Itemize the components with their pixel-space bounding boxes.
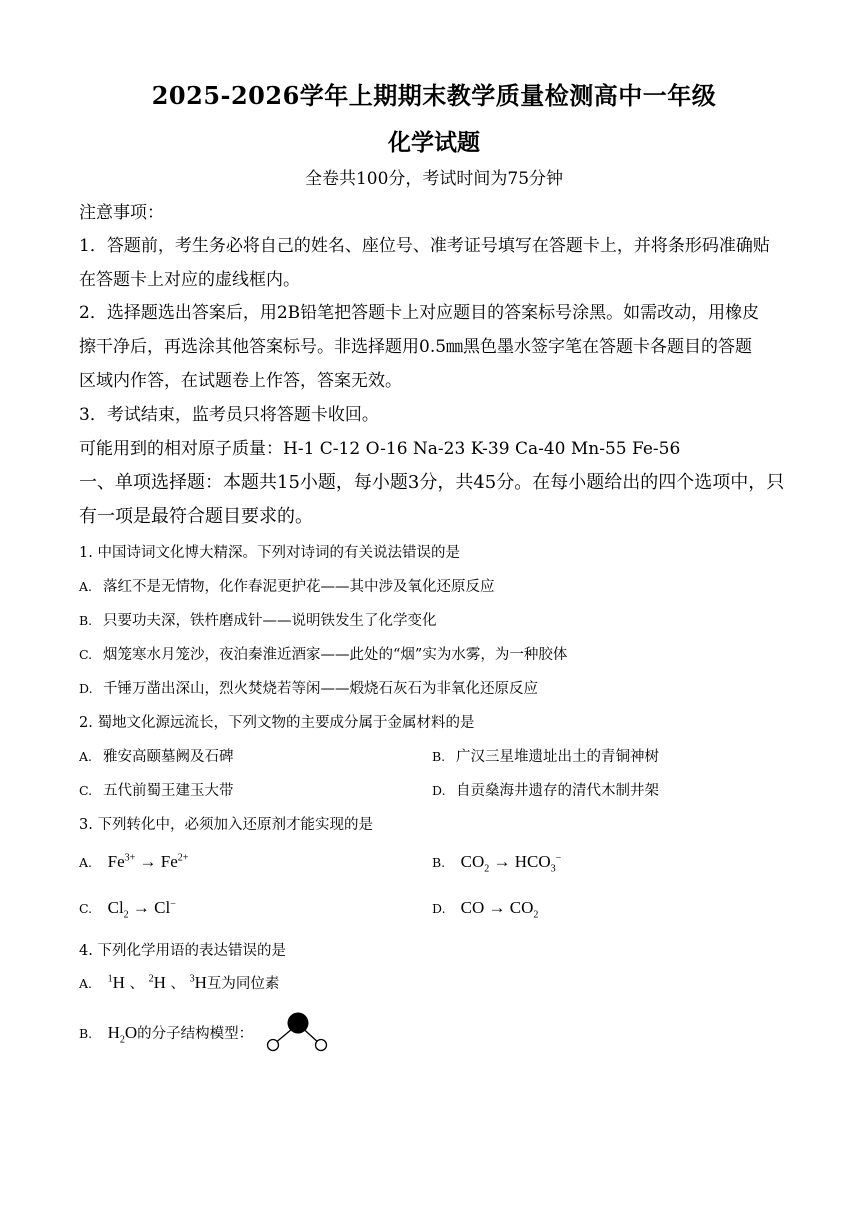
section-heading: 有一项是最符合题目要求的。 (79, 506, 313, 527)
q3-option-b: B. $CO_2 \to HCO_3^-$ (432, 852, 562, 875)
formula: $CO_2 \to HCO_3^-$ (460, 852, 562, 875)
q1-option-c: C. 烟笼寒水月笼沙，夜泊秦淮近酒家——此处的“烟”实为水雾，为一种胶体 (79, 647, 568, 663)
q1-option-b: B. 只要功夫深，铁杵磨成针——说明铁发生了化学变化 (79, 613, 437, 629)
exam-meta: 全卷共100分，考试时间为75分钟 (304, 169, 564, 189)
formula: $Cl_2 \to Cl^-$ (107, 898, 176, 921)
q3-option-c: C. $Cl_2 \to Cl^-$ (79, 898, 176, 921)
question-3-stem: 3. 下列转化中，必须加入还原剂才能实现的是 (79, 817, 373, 833)
q1-option-d: D. 千锤万凿出深山，烈火焚烧若等闲——煅烧石灰石为非氧化还原反应 (79, 681, 538, 697)
q3-option-d: D. CO → $CO_2$ (432, 898, 539, 921)
water-molecule-model (264, 1010, 332, 1056)
q4-option-b: B. $H_2O$的分子结构模型： (79, 1023, 254, 1046)
notice-line: 区域内作答，在试题卷上作答，答案无效。 (79, 371, 402, 391)
atomic-mass-line: 可能用到的相对原子质量：H-1 C-12 O-16 Na-23 K-39 Ca-40 Mn-55 Fe-56 (79, 439, 681, 459)
question-4-stem: 4. 下列化学用语的表达错误的是 (79, 943, 286, 959)
notice-line: 1．答题前，考生务必将自己的姓名、座位号、准考证号填写在答题卡上，并将条形码准确贴 (79, 236, 770, 256)
q3-option-a: A. $Fe^{3+} \to Fe^{2+}$ (79, 852, 189, 871)
question-2-stem: 2. 蜀地文化源远流长，下列文物的主要成分属于金属材料的是 (79, 715, 475, 731)
section-heading: 一、单项选择题：本题共15小题，每小题3分，共45分。在每小题给出的四个选项中，只 (79, 472, 785, 493)
q2-option-d: D. 自贡燊海井遗存的清代木制井架 (432, 783, 659, 799)
q1-option-a: A. 落红不是无情物，化作春泥更护花——其中涉及氧化还原反应 (79, 579, 495, 595)
formula: $Fe^{3+} \to Fe^{2+}$ (107, 852, 189, 871)
q2-option-c: C. 五代前蜀王建玉大带 (79, 783, 234, 799)
notice-line: 3．考试结束，监考员只将答题卡收回。 (79, 405, 379, 425)
formula: $H_2O$ (107, 1023, 138, 1046)
question-1-stem: 1. 中国诗词文化博大精深。下列对诗词的有关说法错误的是 (79, 545, 460, 561)
hydrogen-atom (316, 1040, 327, 1051)
exam-title: 2025-2026学年上期期末教学质量检测高中一年级 (151, 81, 717, 110)
oxygen-atom (288, 1013, 309, 1034)
q2-option-a: A. 雅安高颐墓阙及石碑 (79, 749, 234, 765)
q2-option-b: B. 广汉三星堆遗址出土的青铜神树 (432, 749, 659, 765)
exam-subject: 化学试题 (388, 129, 480, 156)
formula: CO → $CO_2$ (460, 898, 539, 921)
hydrogen-atom (268, 1040, 279, 1051)
isotopes: $^1$H (107, 973, 125, 992)
q4-option-a: A. $^1$H 、 $^2$H 、 $^3$H互为同位素 (79, 973, 280, 992)
notice-line: 在答题卡上对应的虚线框内。 (79, 270, 300, 290)
notice-heading: 注意事项： (79, 203, 164, 223)
notice-line: 擦干净后，再选涂其他答案标号。非选择题用0.5㎜黑色墨水签字笔在答题卡各题目的答题 (79, 337, 753, 357)
notice-line: 2．选择题选出答案后，用2B铅笔把答题卡上对应题目的答案标号涂黑。如需改动，用橡皮 (79, 303, 760, 323)
